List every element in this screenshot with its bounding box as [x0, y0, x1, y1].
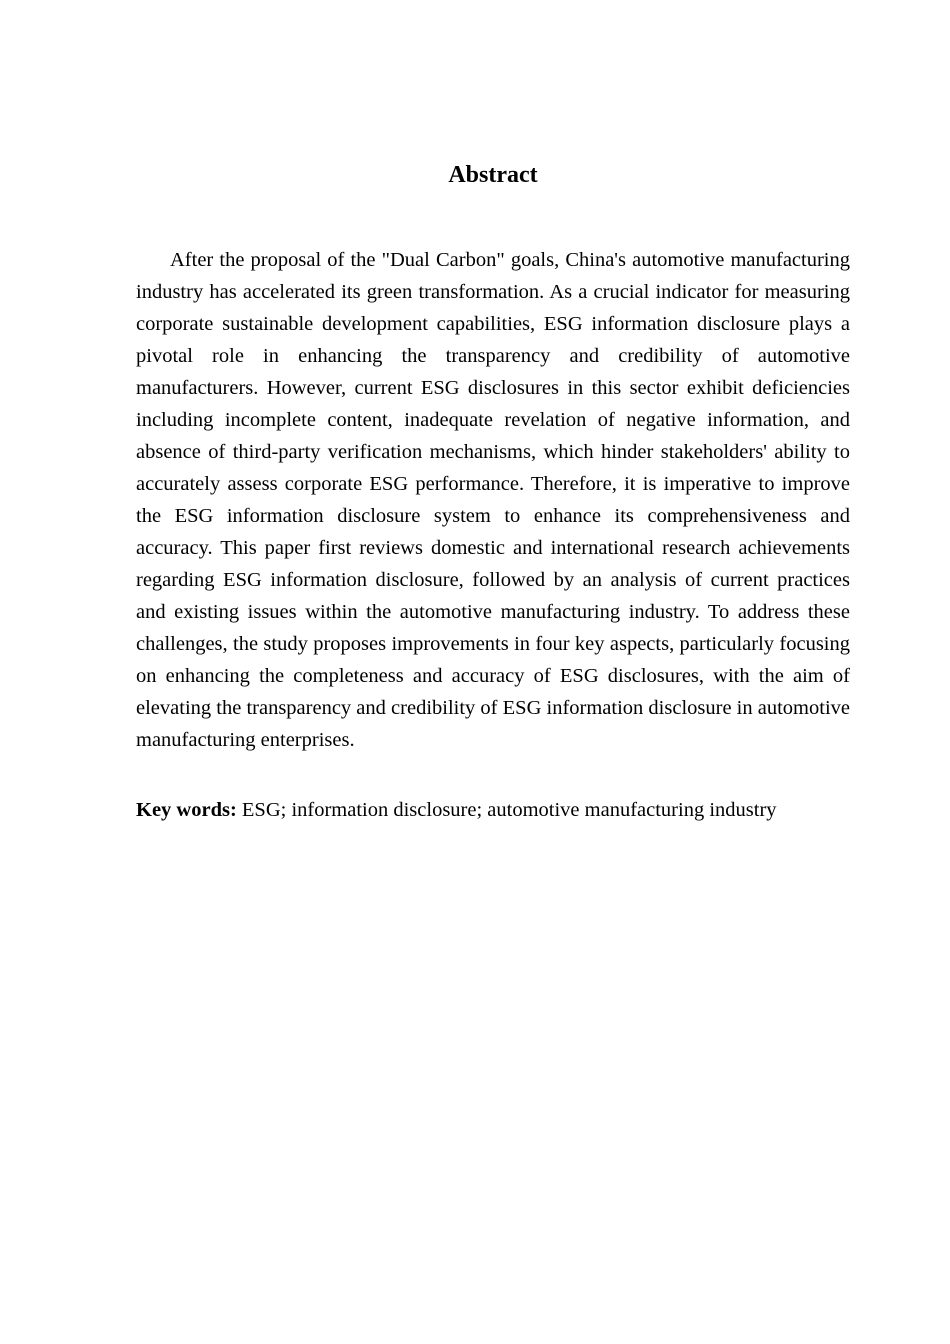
keywords-text: ESG; information disclosure; automotive manufacturing industry [236, 799, 777, 821]
page-title: Abstract [448, 162, 538, 188]
keywords-line [136, 794, 850, 826]
abstract-page [136, 158, 850, 847]
abstract-paragraph: After the proposal of the "Dual Carbon" goals, China's automotive manufacturing industry has accelerated its green transformation. As a crucial indicator for measuring corporate sustainable development capabilities, ESG information disclosure plays a pivotal role in enhancing the transparency and credibility of automotive manufacturers. However, current ESG disclosures in this sector exhibit deficiencies including incomplete content, inadequate revelation of negative information, and absence of third-party verification mechanisms, which hinder stakeholders' ability to accurately assess corporate ESG performance. Therefore, it is imperative to improve the ESG information disclosure system to enhance its comprehensiveness and accuracy. This paper first reviews domestic and international research achievements regarding ESG information disclosure, followed by an analysis of current practices and existing issues within the automotive manufacturing industry. To address these challenges, the study proposes improvements in four key aspects, particularly focusing on enhancing the completeness and accuracy of ESG disclosures, with the aim of elevating the transparency and credibility of ESG information disclosure in automotive manufacturing enterprises. [136, 249, 850, 751]
keywords-label: Key words: [136, 799, 237, 821]
